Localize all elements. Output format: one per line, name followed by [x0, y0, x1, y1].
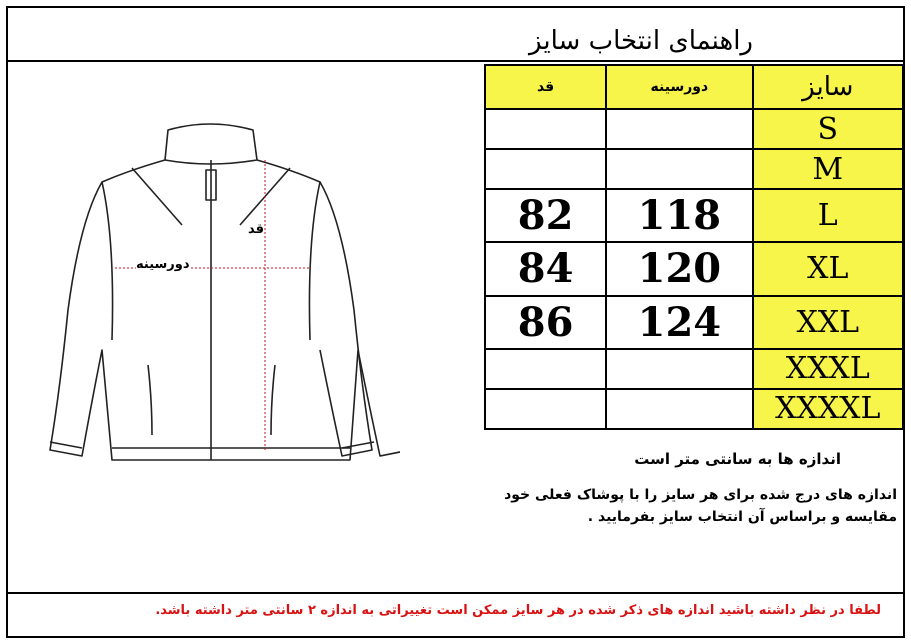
- chest-cell: 120: [606, 242, 752, 295]
- page-title: راهنمای انتخاب سایز: [529, 26, 753, 56]
- chest-cell: 118: [606, 189, 752, 242]
- table-row: [485, 242, 903, 295]
- table-row: [485, 389, 903, 429]
- chest-label: دورسینه: [136, 257, 190, 272]
- chest-cell: [606, 389, 752, 429]
- size-cell: XL: [753, 242, 903, 295]
- height-cell: [485, 349, 606, 389]
- height-label: قد: [248, 222, 265, 237]
- jacket-illustration: [20, 110, 400, 480]
- table-row: [485, 149, 903, 189]
- height-cell: [485, 109, 606, 149]
- chest-cell: 124: [606, 296, 752, 349]
- instruction-note: اندازه های درج شده برای هر سایز را با پوشاک فعلی خود مقایسه و براساس آن انتخاب سایز بفرمایید .: [504, 487, 897, 525]
- header-chest: دورسینه: [606, 65, 752, 109]
- height-cell: [485, 149, 606, 189]
- size-table: [484, 64, 904, 430]
- table-row: [485, 109, 903, 149]
- size-cell: XXXL: [753, 349, 903, 389]
- header-height: قد: [485, 65, 606, 109]
- table-row: [485, 189, 903, 242]
- size-cell: L: [753, 189, 903, 242]
- size-cell: S: [753, 109, 903, 149]
- table-row: [485, 296, 903, 349]
- warning-note: لطفا در نظر داشته باشید اندازه های ذکر شده در هر سایز ممکن است تغییراتی به اندازه ۲ سانتی متر داشته باشد.: [155, 603, 881, 618]
- height-cell: 84: [485, 242, 606, 295]
- height-cell: 86: [485, 296, 606, 349]
- height-cell: [485, 389, 606, 429]
- size-cell: XXXXL: [753, 389, 903, 429]
- chest-cell: [606, 349, 752, 389]
- table-row: [485, 349, 903, 389]
- size-cell: XXL: [753, 296, 903, 349]
- title-bar: [6, 6, 905, 62]
- divider: [6, 592, 905, 594]
- size-cell: M: [753, 149, 903, 189]
- unit-note: اندازه ها به سانتی متر است: [634, 450, 841, 468]
- jacket-diagram: [20, 110, 400, 484]
- chest-cell: [606, 149, 752, 189]
- height-cell: 82: [485, 189, 606, 242]
- chest-cell: [606, 109, 752, 149]
- header-size: سایز: [753, 65, 903, 109]
